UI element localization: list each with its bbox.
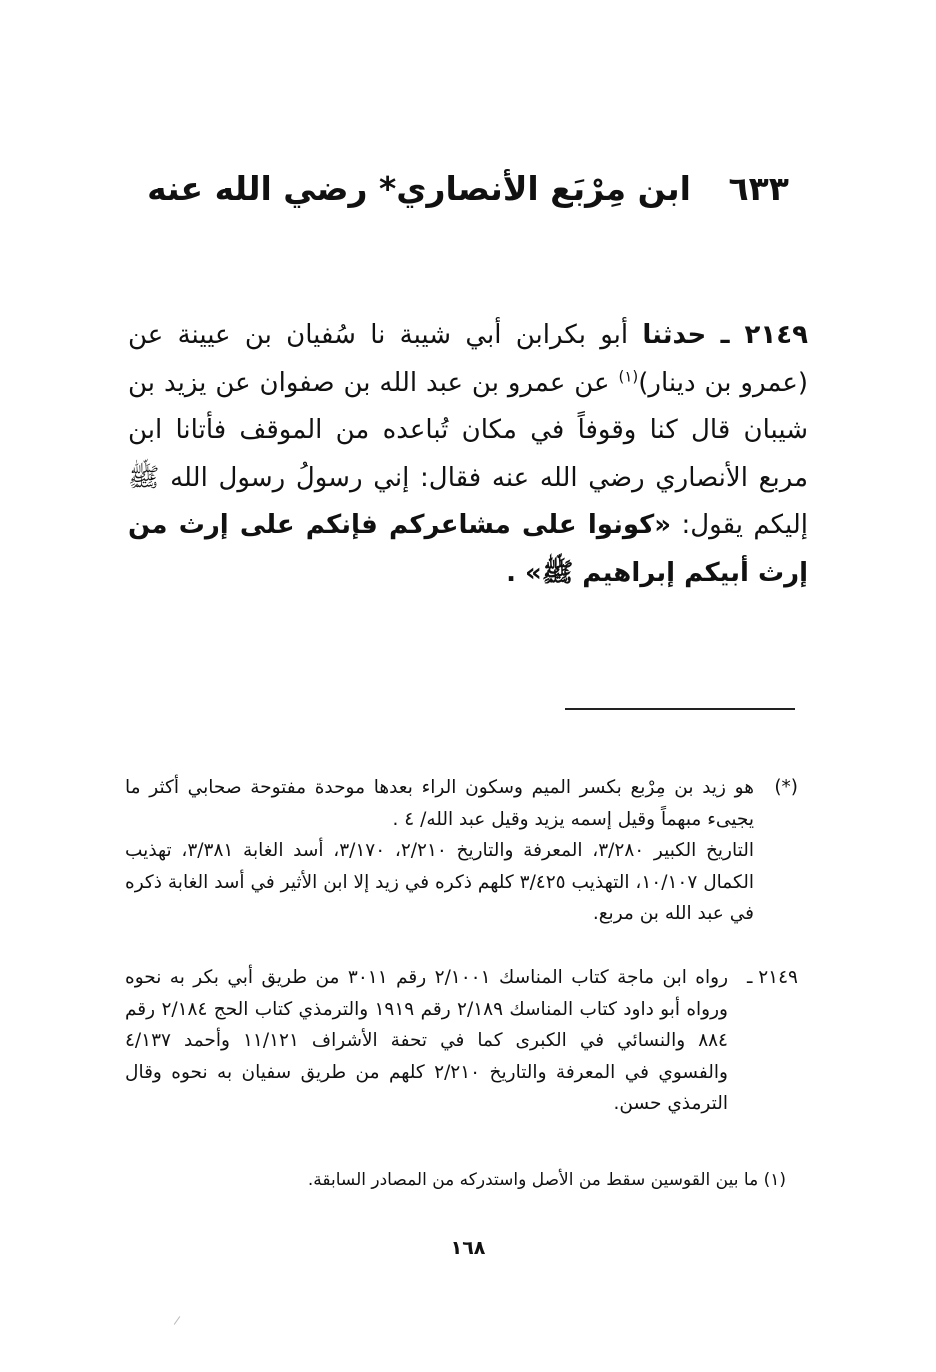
chapter-name: ابن مِرْبَع الأنصاري* رضي الله عنه [147, 169, 691, 208]
note-narrator-bio: هو زيد بن مِرْبع بكسر الميم وسكون الراء بعدها موحدة مفتوحة صحابي أكثر ما يجيىء مبهماً وقيل إسمه يزيد وقيل عبد الله/ ٤ . [125, 777, 754, 830]
page-number: ١٦٨ [450, 1237, 486, 1259]
scan-speck [174, 1316, 181, 1325]
hadith-quote: «كونوا على مشاعركم فإنكم على إرث من إرث أبيكم إبراهيم ﷺ» . [128, 510, 808, 588]
footnote-reference: (١) [618, 366, 639, 385]
hadith-number: ٢١٤٩ ـ [720, 320, 809, 350]
note-takhrij [125, 962, 796, 1120]
note-narrator-sources: التاريخ الكبير ٣/٢٨٠، المعرفة والتاريخ ٢/٢١٠، ٣/١٧٠، أسد الغابة ٣/٣٨١، تهذيب الكمال ١٠/١٠٧، التهذيب ٣/٤٢٥ كلهم ذكره في زيد إلا ابن الأثير في أسد الغابة ذكره في عبد الله بن مربع. [125, 840, 754, 924]
hadith-chain-2: عن عمرو بن عبد الله بن صفوان عن يزيد بن شيبان قال كنا وقوفاً في مكان تُباعده من الموقف فأتانا ابن مربع الأنصاري رضي الله عنه فقال: إني رسولُ رسول الله ﷺ إليكم يقول: [128, 367, 809, 540]
note-takhrij-marker: ٢١٤٩ ـ [746, 967, 798, 988]
hadith-lead: حدثنا [642, 320, 707, 350]
note-takhrij-text: رواه ابن ماجة كتاب المناسك ٢/١٠٠١ رقم ٣٠١١ من طريق أبي بكر به نحوه ورواه أبو داود كتاب المناسك ٢/١٨٩ رقم ١٩١٩ والترمذي كتاب الحج ٢/١٨٤ رقم ٨٨٤ والنسائي في الكبرى كما في تحفة الأشراف ١١/١٢١ وأحمد ٤/١٣٧ والفسوي في المعرفة والتاريخ ٢/٢١٠ كلهم من طريق سفيان به نحوه وقال الترمذي حسن. [125, 967, 729, 1114]
footnote-1: (١) ما بين القوسين سقط من الأصل واستدركه من المصادر السابقة. [307, 1170, 786, 1190]
note-narrator [125, 772, 796, 930]
note-star-marker: (*) [774, 777, 798, 798]
chapter-number: ٦٣٣ [728, 169, 789, 208]
hadith-chain-1: أبو بكرابن أبي شيبة نا سُفيان بن عيينة عن (عمرو بن دينار) [128, 320, 809, 398]
footnote-separator [565, 708, 795, 710]
hadith-text [128, 312, 808, 597]
chapter-title [120, 166, 816, 212]
